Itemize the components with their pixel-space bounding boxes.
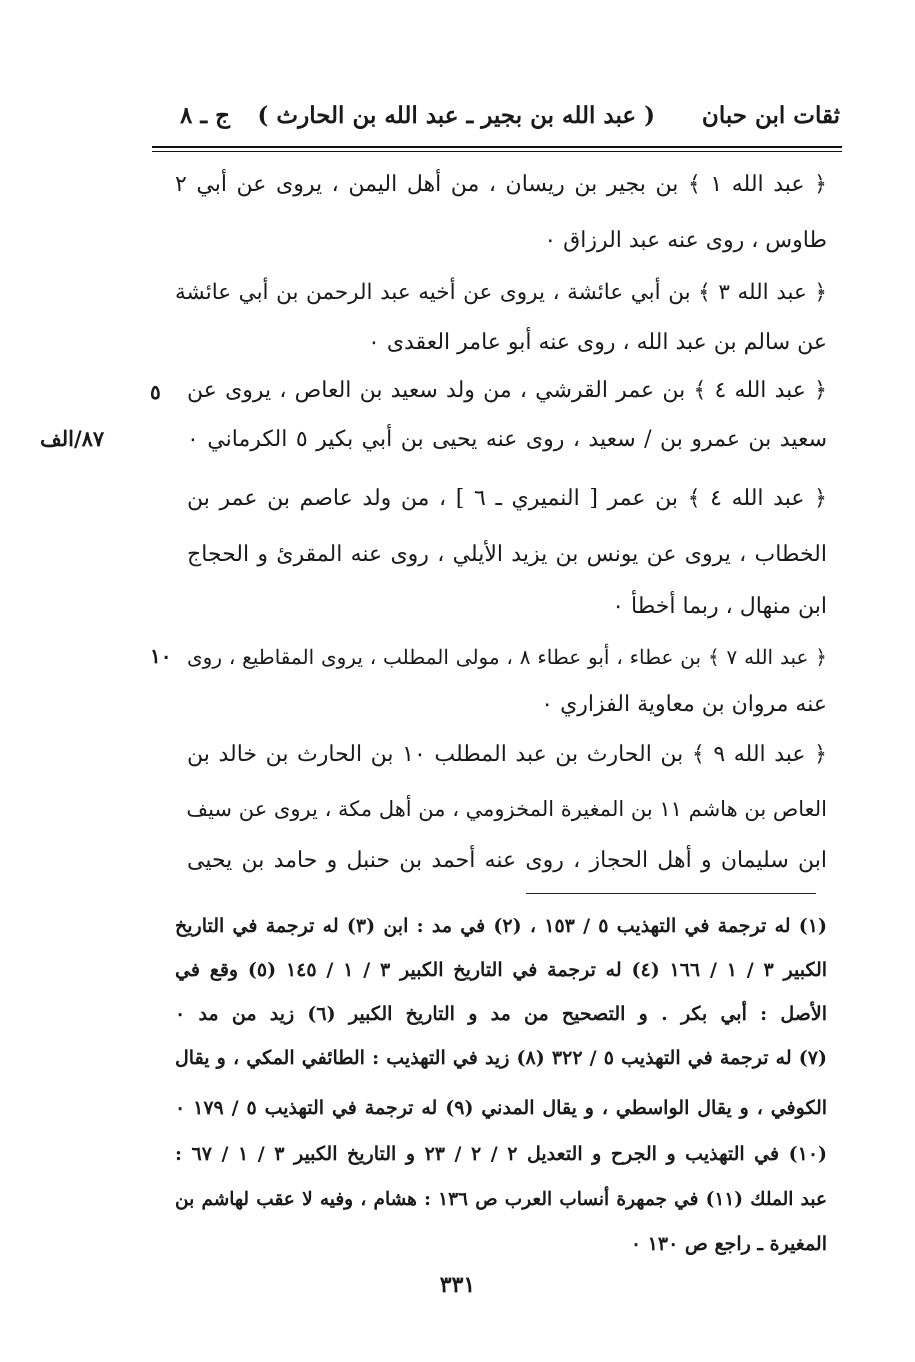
volume-number: ج ـ ٨ [180, 102, 230, 129]
footnote-line: عبد الملك (١١) في جمهرة أنساب العرب ص ١٣٦ : هشام ، وفيه لا عقب لهاشم بن [175, 1189, 827, 1210]
body-line: ﴿ عبد الله ٧ ﴾ بن عطاء ، أبو عطاء ٨ ، مولى المطلب ، يروى المقاطيع ، روى [187, 645, 827, 669]
footnote-line: المغيرة ـ راجع ص ١٣٠ ٠ [630, 1233, 827, 1255]
body-line: ابن سليمان و أهل الحجاز ، روى عنه أحمد بن حنبل و حامد بن يحيى [187, 848, 827, 873]
footnote-separator [526, 893, 816, 894]
body-line: الخطاب ، يروى عن يونس بن يزيد الأيلي ، روى عنه المقرئ و الحجاج [187, 542, 827, 567]
body-line: ابن منهال ، ربما أخطأ ٠ [612, 594, 827, 619]
body-line: ﴿ عبد الله ٣ ﴾ بن أبي عائشة ، يروى عن أخيه عبد الرحمن بن أبي عائشة [175, 280, 827, 305]
page-number: ٣٣١ [439, 1272, 476, 1298]
header-rule-thin [152, 151, 842, 152]
line-number: ١٠ [150, 644, 172, 668]
book-title: ثقات ابن حبان [701, 102, 840, 129]
margin-folio-note: ٨٧/الف [40, 426, 105, 451]
footnote-line: الأصل : أبي بكر . و التصحيح من مد و التاريخ الكبير (٦) زيد من مد ٠ [175, 1003, 827, 1025]
footnote-line: (١) له ترجمة في التهذيب ٥ / ١٥٣ ، (٢) في مد : ابن (٣) له ترجمة في التاريخ [175, 915, 827, 937]
body-line: سعيد بن عمرو بن / سعيد ، روى عنه يحيى بن أبي بكير ٥ الكرماني ٠ [187, 427, 828, 452]
body-line: عنه مروان بن معاوية الفزاري ٠ [541, 692, 827, 717]
body-line: ﴿ عبد الله ٤ ﴾ بن عمر [ النميري ـ ٦ ] ، من ولد عاصم بن عمر بن [187, 486, 827, 511]
footnote-line: (١٠) في التهذيب و الجرح و التعديل ٢ / ٢ / ٢٣ و التاريخ الكبير ٣ / ١ / ٦٧ : [175, 1143, 828, 1165]
entry-range: ( عبد الله بن بجير ـ عبد الله بن الحارث ) [257, 102, 655, 129]
body-line: ﴿ عبد الله ١ ﴾ بن بجير بن ريسان ، من أهل اليمن ، يروى عن أبي ٢ [175, 172, 827, 197]
footnote-line: الكوفي ، و يقال الواسطي ، و يقال المدني (٩) له ترجمة في التهذيب ٥ / ١٧٩ ٠ [175, 1097, 828, 1119]
body-line: طاوس ، روى عنه عبد الرزاق ٠ [544, 228, 827, 253]
footnote-line: (٧) له ترجمة في التهذيب ٥ / ٣٢٢ (٨) زيد في التهذيب : الطائفي المكي ، و يقال [175, 1047, 828, 1069]
footnote-line: الكبير ٣ / ١ / ١٦٦ (٤) له ترجمة في التاريخ الكبير ٣ / ١ / ١٤٥ (٥) وقع في [175, 959, 828, 981]
header-rule [152, 146, 842, 148]
body-line: ﴿ عبد الله ٤ ﴾ بن عمر القرشي ، من ولد سعيد بن العاص ، يروى عن [187, 378, 827, 403]
body-line: العاص بن هاشم ١١ بن المغيرة المخزومي ، من أهل مكة ، يروى عن سيف [186, 797, 827, 821]
body-line: ﴿ عبد الله ٩ ﴾ بن الحارث بن عبد المطلب ١٠ بن الحارث بن خالد بن [187, 742, 828, 767]
line-number: ٥ [150, 380, 161, 404]
body-line: عن سالم بن عبد الله ، روى عنه أبو عامر العقدى ٠ [368, 330, 827, 355]
running-header [150, 98, 840, 142]
